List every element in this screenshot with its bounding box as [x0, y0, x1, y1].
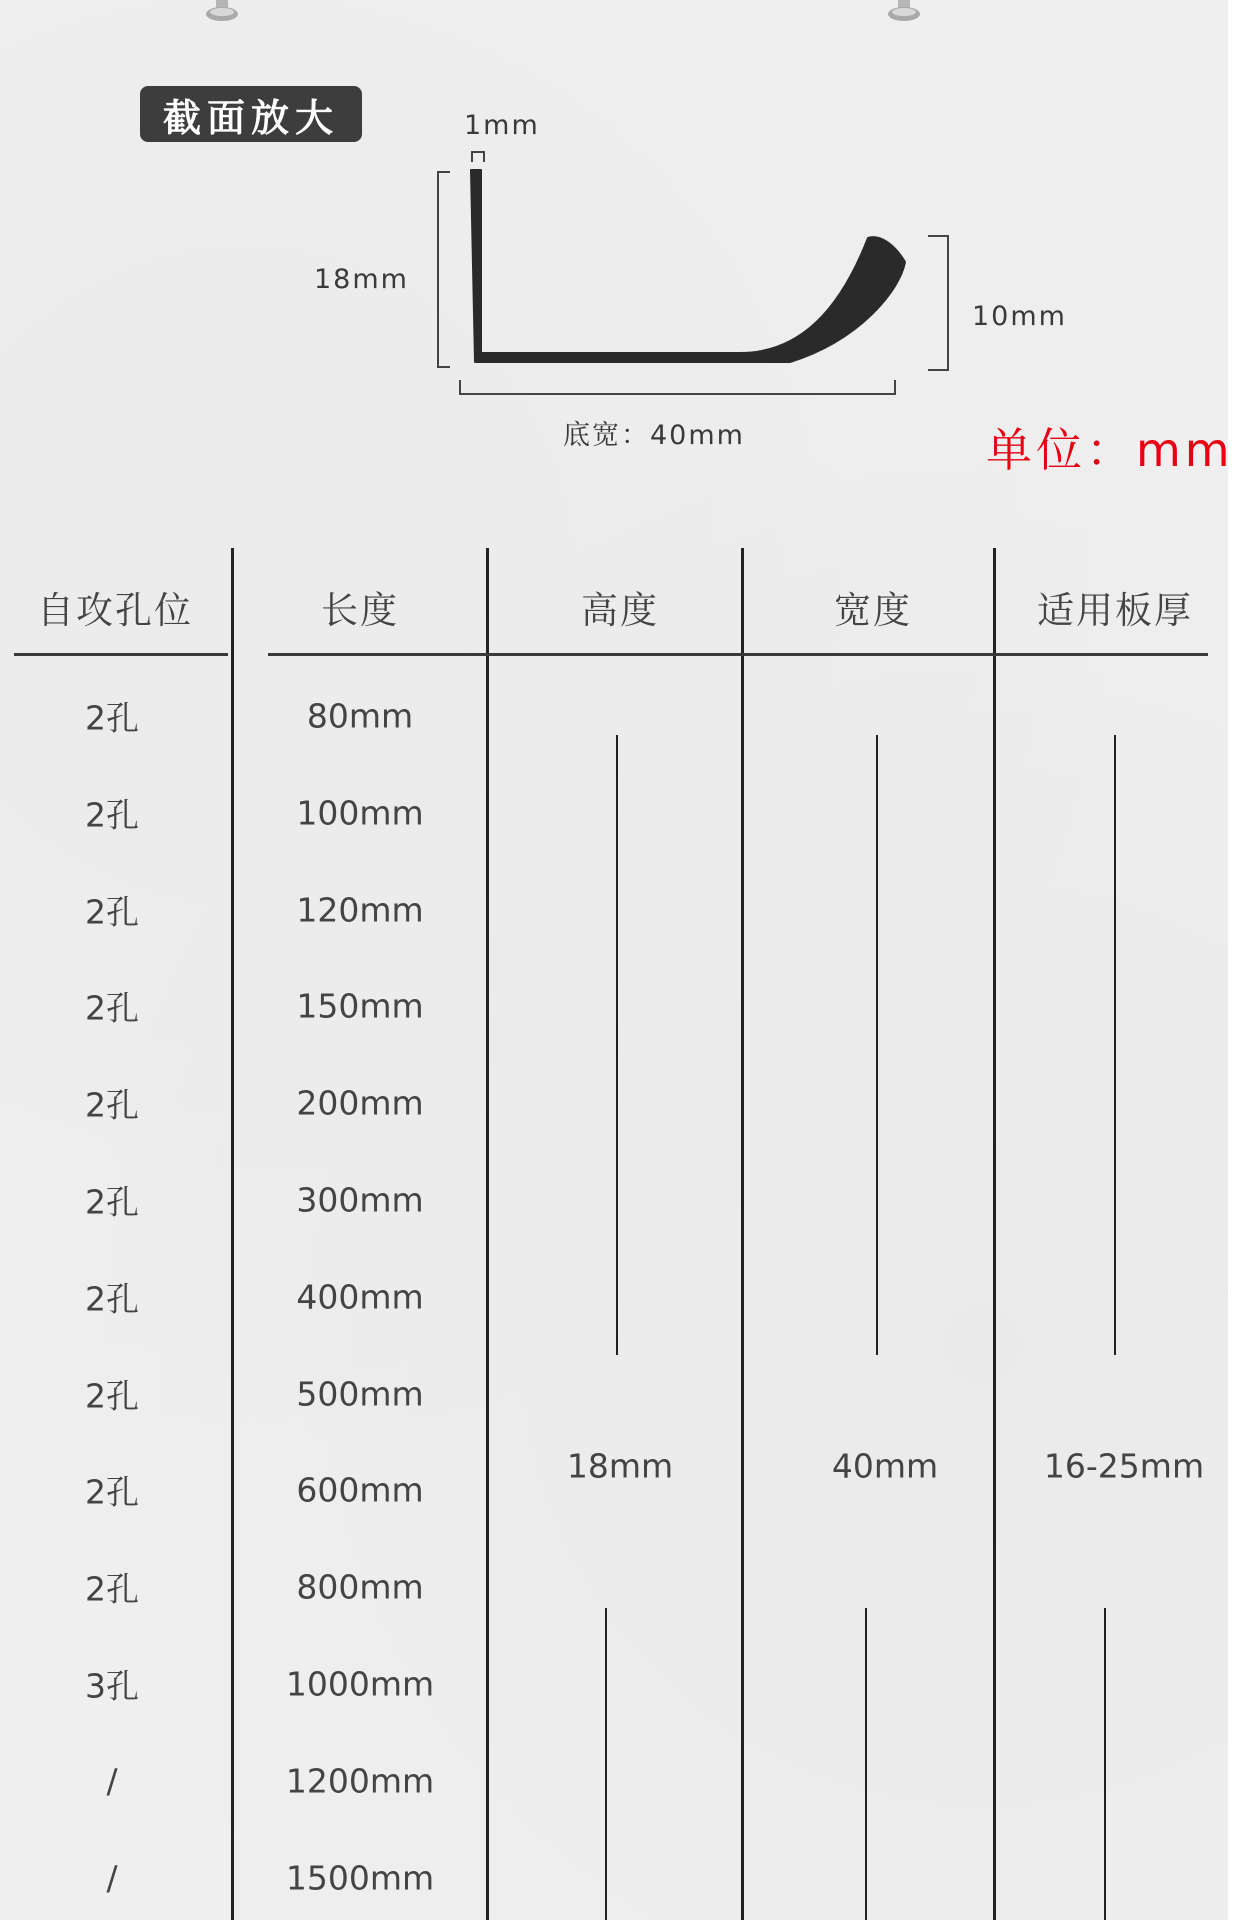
merge-line-lower	[605, 1608, 607, 1920]
merge-line-lower	[1104, 1608, 1106, 1920]
table-cell-length: 1200mm	[285, 1761, 435, 1801]
header-width: 宽度	[834, 589, 912, 632]
merge-line-upper	[876, 735, 878, 1355]
table-cell-length: 600mm	[296, 1470, 424, 1510]
thickness-label: 1mm	[464, 110, 540, 141]
table-cell-holes: 2孔	[85, 1085, 139, 1125]
column-divider	[993, 548, 996, 1920]
table-cell-holes: 2孔	[85, 698, 139, 738]
table-cell-holes: /	[106, 1761, 118, 1801]
column-divider	[231, 548, 234, 1920]
table-cell-length: 150mm	[296, 986, 424, 1026]
table-cell-length: 800mm	[296, 1567, 424, 1607]
header-holes: 自攻孔位	[37, 589, 193, 632]
table-cell-holes: 2孔	[85, 988, 139, 1028]
table-cell-length: 100mm	[296, 793, 424, 833]
column-divider	[741, 548, 744, 1920]
table-cell-length: 500mm	[296, 1374, 424, 1414]
table-cell-length: 300mm	[296, 1180, 424, 1220]
table-cell-length: 200mm	[296, 1083, 424, 1123]
section-badge: 截面放大	[140, 86, 362, 142]
table-cell-holes: 2孔	[85, 1376, 139, 1416]
base-width-label: 底宽：40mm	[563, 420, 745, 451]
table-cell-holes: 2孔	[85, 1472, 139, 1512]
header-underline	[14, 653, 228, 656]
shared-width: 40mm	[831, 1446, 939, 1486]
header-underline	[268, 653, 1208, 656]
table-cell-holes: 2孔	[85, 1182, 139, 1222]
column-divider	[486, 548, 489, 1920]
table-cell-length: 120mm	[296, 890, 424, 930]
merge-line-upper	[1114, 735, 1116, 1355]
table-cell-length: 400mm	[296, 1277, 424, 1317]
table-cell-length: 80mm	[306, 696, 414, 736]
table-cell-holes: 2孔	[85, 1279, 139, 1319]
table-cell-holes: 2孔	[85, 1569, 139, 1609]
unit-note: 单位：mm	[986, 423, 1234, 477]
header-board-thickness: 适用板厚	[1037, 589, 1193, 632]
table-cell-holes: /	[106, 1858, 118, 1898]
table-cell-length: 1500mm	[285, 1858, 435, 1898]
table-cell-holes: 3孔	[85, 1666, 139, 1706]
header-height: 高度	[581, 589, 659, 632]
header-length: 长度	[321, 589, 399, 632]
merge-line-upper	[616, 735, 618, 1355]
lip-height-label: 10mm	[972, 301, 1067, 332]
merge-line-lower	[865, 1608, 867, 1920]
shared-height: 18mm	[566, 1446, 674, 1486]
table-cell-holes: 2孔	[85, 795, 139, 835]
table-cell-length: 1000mm	[285, 1664, 435, 1704]
shared-board-thickness: 16-25mm	[1043, 1446, 1205, 1486]
table-cell-holes: 2孔	[85, 892, 139, 932]
height-label: 18mm	[314, 264, 409, 295]
